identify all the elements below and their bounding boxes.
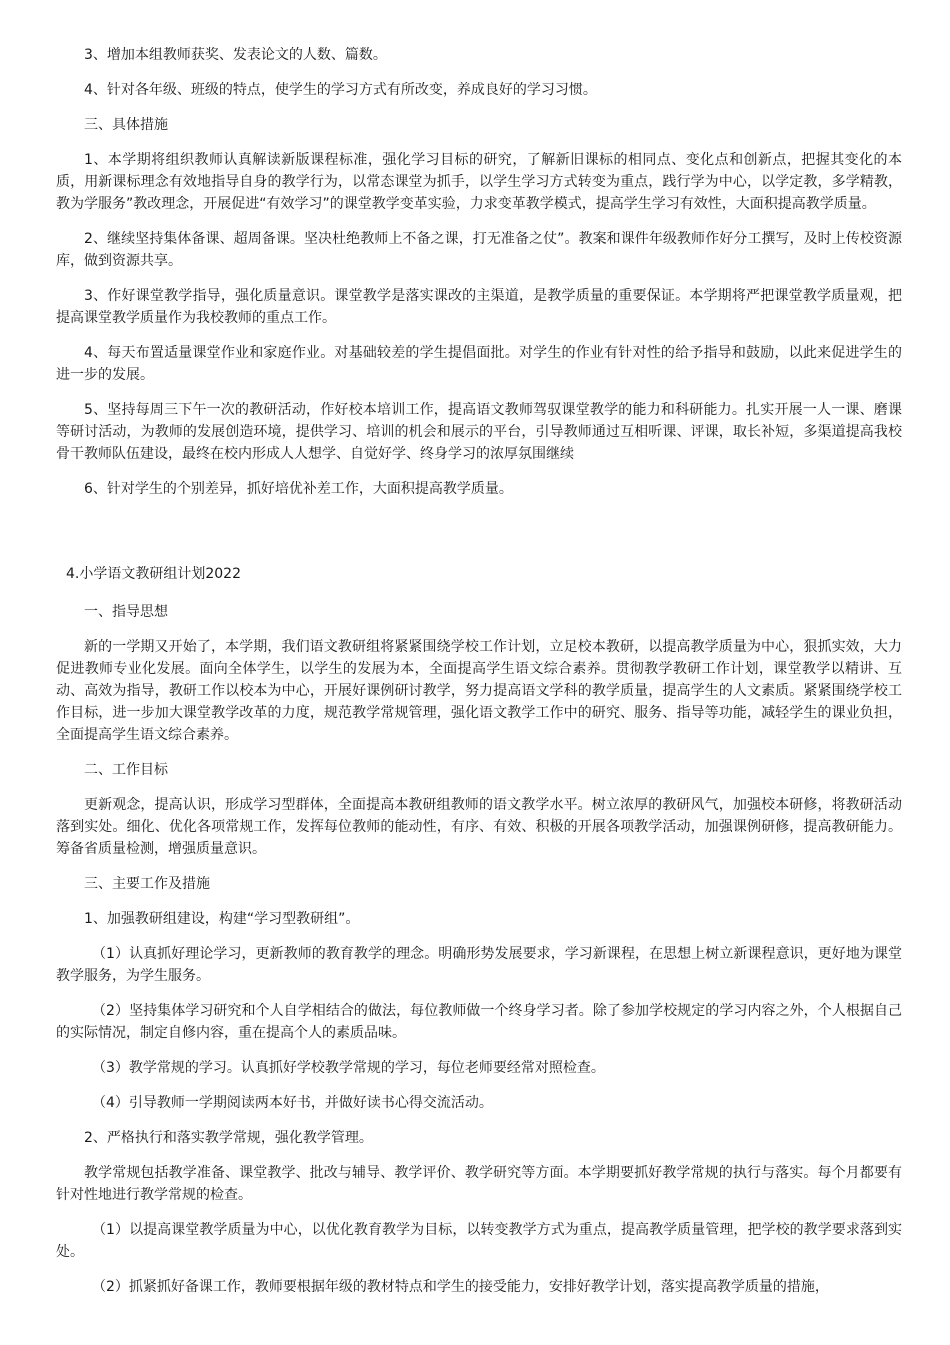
work1-subitem-1: （1）认真抓好理论学习，更新教师的教育教学的理念。明确形势发展要求，学习新课程，在思想上树立新课程意识，更好地为课堂教学服务，为学生服务。 [56,946,902,984]
measure-item-1: 1、本学期将组织教师认真解读新版课程标准，强化学习目标的研究，了解新旧课标的相同点、变化点和创新点，把握其变化的本质，用新课标理念有效地指导自身的教学行为，以常态课堂为抓手，以学生学习方式转变为重点，践行学为中心，以学定教，多学精教，教为学服务”教改理念，开展促进“有效学习”的课堂教学变革实验，力求变革教学模式，提高学生学习有效性，大面积提高教学质量。 [56,152,902,212]
goals-paragraph: 更新观念，提高认识，形成学习型群体，全面提高本教研组教师的语文教学水平。树立浓厚的教研风气，加强校本研修，将教研活动落到实处。细化、优化各项常规工作，发挥每位教师的能动性，有序、有效、积极的开展各项教学活动，加强课例研修，提高教研能力。筹备省质量检测，增强质量意识。 [56,797,902,857]
document-title: 4.小学语文教研组计划2022 [66,566,241,582]
work-item-2: 2、严格执行和落实教学常规，强化教学管理。 [84,1130,373,1146]
measure-item-4: 4、每天布置适量课堂作业和家庭作业。对基础较差的学生提倡面批。对学生的作业有针对性的给予指导和鼓励，以此来促进学生的进一步的发展。 [56,345,902,383]
section-spacer [56,513,902,563]
guiding-paragraph: 新的一学期又开始了，本学期，我们语文教研组将紧紧围绕学校工作计划，立足校本教研，以提高教学质量为中心，狠抓实效，大力促进教师专业化发展。面向全体学生，以学生的发展为本，全面提高学生语文综合素养。贯彻教学教研工作计划，课堂教学以精讲、互动、高效为指导，教研工作以校本为中心，开展好课例研讨教学，努力提高语文学科的教学质量，提高学生的人文素质。紧紧围绕学校工作目标，进一步加大课堂教学改革的力度，规范教学常规管理，强化语文教学工作中的研究、服务、指导等功能，减轻学生的课业负担，全面提高学生语文综合素养。 [56,639,902,743]
measure-item-6: 6、针对学生的个别差异，抓好培优补差工作，大面积提高教学质量。 [84,481,513,497]
measure-item-5: 5、坚持每周三下午一次的教研活动，作好校本培训工作，提高语文教师驾驭课堂教学的能力和科研能力。扎实开展一人一课、磨课等研讨活动，为教师的发展创造环境，提供学习、培训的机会和展示的平台，引导教师通过互相听课、评课，取长补短，多渠道提高我校骨干教师队伍建设，最终在校内形成人人想学、自觉好学、终身学习的浓厚氛围继续 [56,402,902,462]
work2-subitem-2: （2）抓紧抓好备课工作，教师要根据年级的教材特点和学生的接受能力，安排好教学计划，落实提高教学质量的措施， [92,1279,829,1295]
work1-subitem-3: （3）教学常规的学习。认真抓好学校教学常规的学习，每位老师要经常对照检查。 [92,1060,605,1076]
work2-subitem-1: （1）以提高课堂教学质量为中心，以优化教育教学为目标，以转变教学方式为重点，提高教学质量管理，把学校的教学要求落到实处。 [56,1222,902,1260]
section-heading-work: 三、主要工作及措施 [84,876,210,892]
document-page [56,44,902,1311]
work2-intro-paragraph: 教学常规包括教学准备、课堂教学、批改与辅导、教学评价、教学研究等方面。本学期要抓好教学常规的执行与落实。每个月都要有针对性地进行教学常规的检查。 [56,1165,902,1203]
work1-subitem-4: （4）引导教师一学期阅读两本好书，并做好读书心得交流活动。 [92,1095,493,1111]
goal-item-4: 4、针对各年级、班级的特点，使学生的学习方式有所改变，养成良好的学习习惯。 [84,82,597,98]
section-heading-guiding: 一、指导思想 [84,604,168,620]
measure-item-2: 2、继续坚持集体备课、超周备课。坚决杜绝教师上不备之课，打无准备之仗”。教案和课件年级教师作好分工撰写，及时上传校资源库，做到资源共享。 [56,231,902,269]
section-heading-measures: 三、具体措施 [84,117,168,133]
work-item-1: 1、加强教研组建设，构建“学习型教研组”。 [84,911,360,927]
goal-item-3: 3、增加本组教师获奖、发表论文的人数、篇数。 [84,47,387,63]
section-heading-goals: 二、工作目标 [84,762,168,778]
work1-subitem-2: （2）坚持集体学习研究和个人自学相结合的做法，每位教师做一个终身学习者。除了参加学校规定的学习内容之外，个人根据自己的实际情况，制定自修内容，重在提高个人的素质品味。 [56,1003,902,1041]
measure-item-3: 3、作好课堂教学指导，强化质量意识。课堂教学是落实课改的主渠道，是教学质量的重要保证。本学期将严把课堂教学质量观，把提高课堂教学质量作为我校教师的重点工作。 [56,288,902,326]
